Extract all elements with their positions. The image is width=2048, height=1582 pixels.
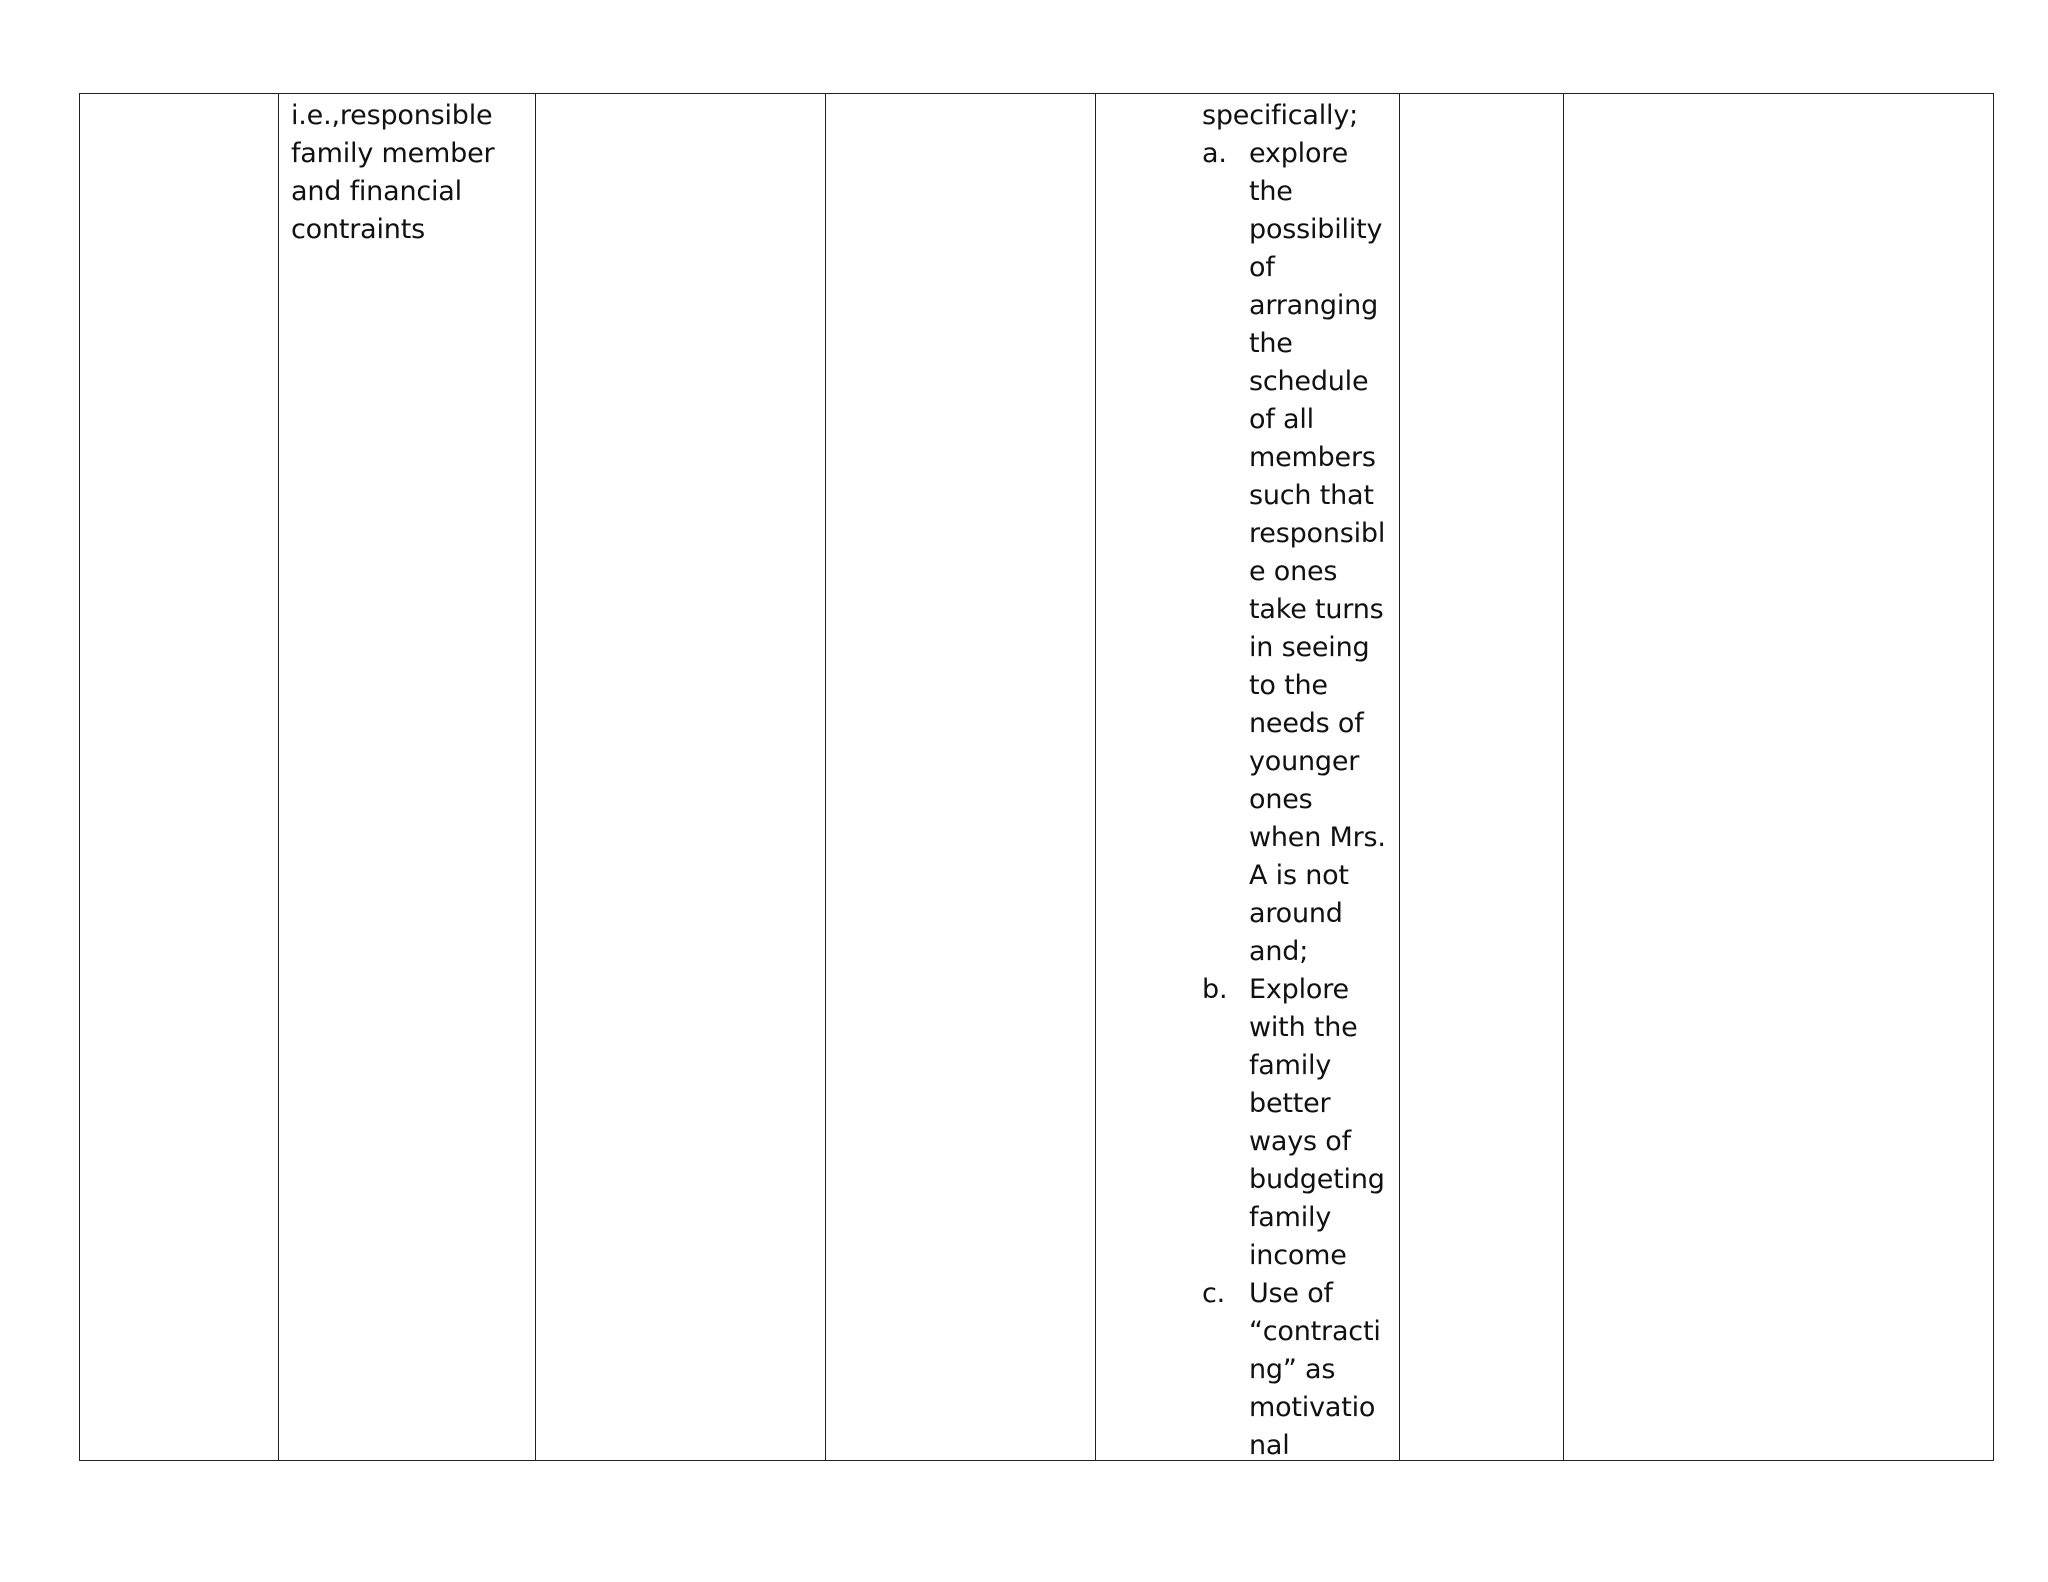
document-table [79, 93, 1994, 1461]
column-divider [1563, 94, 1564, 1460]
intervention-list [1202, 135, 1402, 1465]
cell-col5-intro: specifically; [1202, 100, 1359, 131]
list-marker: c. [1202, 1278, 1226, 1309]
column-divider [535, 94, 536, 1460]
list-marker: a. [1202, 138, 1227, 169]
list-item-text: explore the possibility of arranging the schedule of all members such that responsibl e ones take turns in seeing to the needs of younger ones when Mrs. A is not around and; [1249, 138, 1386, 967]
list-item [1202, 971, 1402, 1275]
list-marker: b. [1202, 974, 1228, 1005]
list-item-text: Explore with the family better ways of budgeting family income [1249, 974, 1385, 1271]
column-divider [825, 94, 826, 1460]
column-divider [1095, 94, 1096, 1460]
column-divider [278, 94, 279, 1460]
list-item-text: Use of “contracti ng” as motivatio nal [1249, 1278, 1381, 1461]
list-item [1202, 1275, 1402, 1465]
cell-col2-text: i.e.,responsible family member and financial contraints [291, 100, 495, 245]
list-item [1202, 135, 1402, 971]
